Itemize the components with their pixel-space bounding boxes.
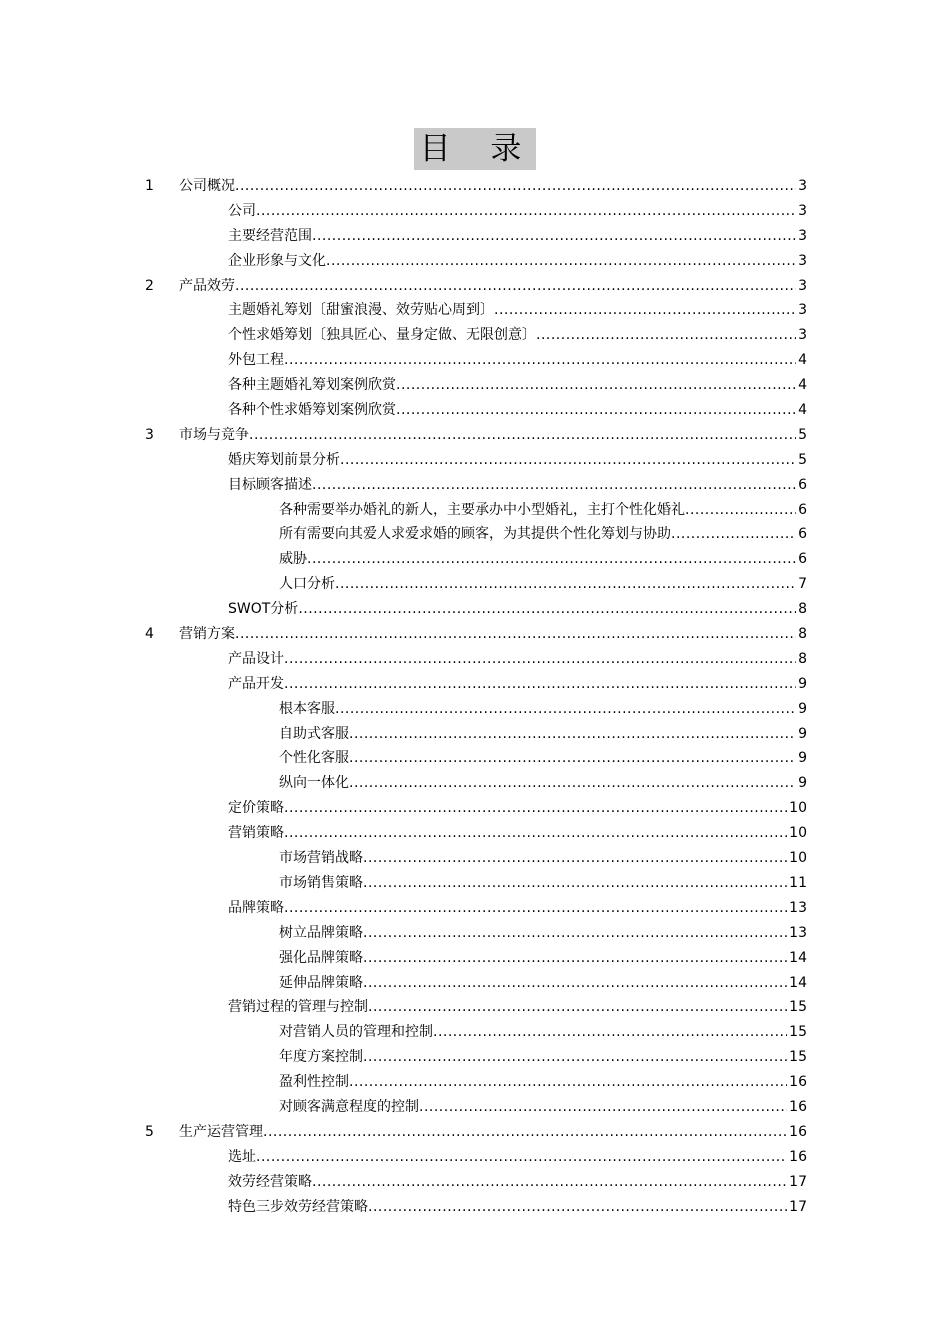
toc-entry-title: 对营销人员的管理和控制 bbox=[279, 1024, 433, 1041]
toc-entry[interactable] bbox=[0, 1070, 950, 1095]
toc-page-number: 6 bbox=[798, 526, 807, 543]
toc-page-number: 9 bbox=[798, 750, 807, 767]
toc-entry-title: 各种主题婚礼筹划案例欣赏 bbox=[228, 377, 396, 394]
toc-entry-line bbox=[179, 622, 807, 647]
toc-entry-title: 个性求婚筹划〔独具匠心、量身定做、无限创意〕 bbox=[228, 327, 536, 344]
toc-entry-line bbox=[279, 522, 807, 547]
toc-entry-line bbox=[228, 896, 807, 921]
toc-entry-title: 年度方案控制 bbox=[279, 1049, 363, 1066]
toc-entry[interactable] bbox=[0, 597, 950, 622]
toc-entry[interactable] bbox=[0, 946, 950, 971]
toc-page-number: 9 bbox=[798, 725, 807, 742]
toc-entry-line bbox=[279, 921, 807, 946]
toc-entry-title: 人口分析 bbox=[279, 576, 335, 593]
toc-entry-title: 盈利性控制 bbox=[279, 1074, 349, 1091]
toc-entry[interactable] bbox=[0, 821, 950, 846]
toc-entry[interactable] bbox=[0, 373, 950, 398]
toc-page-number: 8 bbox=[798, 601, 807, 618]
toc-leader-dots bbox=[340, 448, 796, 473]
toc-entry[interactable] bbox=[0, 647, 950, 672]
toc-leader-dots bbox=[256, 1145, 787, 1170]
toc-leader-dots bbox=[368, 1195, 787, 1220]
toc-entry-title: 各种需要举办婚礼的新人，主要承办中小型婚礼，主打个性化婚礼 bbox=[279, 501, 685, 518]
toc-page-number: 5 bbox=[798, 426, 807, 443]
toc-section-number: 1 bbox=[145, 178, 154, 194]
toc-entry-line bbox=[228, 323, 807, 348]
toc-entry-title: 效劳经营策略 bbox=[228, 1173, 312, 1190]
toc-section-number: 4 bbox=[145, 626, 154, 643]
toc-entry-line bbox=[228, 647, 807, 672]
toc-leader-dots bbox=[235, 622, 796, 647]
toc-leader-dots bbox=[284, 672, 796, 697]
toc-entry[interactable] bbox=[0, 473, 950, 498]
toc-leader-dots bbox=[312, 224, 796, 249]
toc-section-number: 2 bbox=[145, 277, 154, 294]
table-of-contents bbox=[0, 174, 950, 1219]
toc-entry-title: 主要经营范围 bbox=[228, 227, 312, 244]
toc-entry-line bbox=[228, 348, 807, 373]
toc-entry-line bbox=[279, 722, 807, 747]
toc-entry-title: 市场与竞争 bbox=[179, 426, 249, 443]
toc-entry-line bbox=[228, 224, 807, 249]
toc-page-number: 3 bbox=[798, 178, 807, 194]
toc-leader-dots bbox=[284, 796, 787, 821]
toc-entry-line bbox=[228, 298, 807, 323]
toc-entry-title: 营销过程的管理与控制 bbox=[228, 999, 368, 1016]
toc-entry-title: 自助式客服 bbox=[279, 725, 349, 742]
toc-leader-dots bbox=[312, 473, 796, 498]
toc-entry[interactable] bbox=[0, 274, 950, 299]
toc-entry-title: 所有需要向其爱人求爱求婚的顾客，为其提供个性化筹划与协助 bbox=[279, 526, 671, 543]
toc-page-number: 8 bbox=[798, 650, 807, 667]
toc-entry-title: 各种个性求婚筹划案例欣赏 bbox=[228, 402, 396, 419]
toc-page-number: 10 bbox=[789, 825, 807, 842]
toc-entry-line bbox=[228, 796, 807, 821]
toc-entry-line bbox=[228, 821, 807, 846]
toc-leader-dots bbox=[396, 373, 796, 398]
toc-page-number: 6 bbox=[798, 501, 807, 518]
toc-entry-title: 公司概况 bbox=[179, 178, 235, 194]
toc-page-number: 17 bbox=[789, 1198, 807, 1215]
toc-page-number: 9 bbox=[798, 700, 807, 717]
toc-page-number: 5 bbox=[798, 451, 807, 468]
toc-entry-title: 营销策略 bbox=[228, 825, 284, 842]
toc-leader-dots bbox=[349, 746, 796, 771]
toc-leader-dots bbox=[363, 971, 787, 996]
toc-page-number: 3 bbox=[798, 302, 807, 319]
toc-page-number: 15 bbox=[789, 999, 807, 1016]
toc-page-number: 11 bbox=[789, 874, 807, 891]
toc-leader-dots bbox=[363, 921, 787, 946]
toc-entry[interactable] bbox=[0, 796, 950, 821]
toc-entry[interactable] bbox=[0, 398, 950, 423]
toc-entry[interactable] bbox=[0, 1145, 950, 1170]
toc-entry-line bbox=[279, 572, 807, 597]
toc-page-number: 15 bbox=[789, 1024, 807, 1041]
toc-leader-dots bbox=[419, 1095, 787, 1120]
toc-entry-line bbox=[279, 846, 807, 871]
toc-leader-dots bbox=[363, 846, 787, 871]
toc-page-number: 16 bbox=[789, 1074, 807, 1091]
toc-entry-title: 市场销售策略 bbox=[279, 874, 363, 891]
toc-leader-dots bbox=[433, 1020, 787, 1045]
toc-page-number: 4 bbox=[798, 352, 807, 369]
toc-leader-dots bbox=[536, 323, 796, 348]
toc-entry-line bbox=[179, 423, 807, 448]
toc-entry[interactable] bbox=[0, 522, 950, 547]
toc-entry[interactable] bbox=[0, 697, 950, 722]
toc-page-number: 13 bbox=[789, 899, 807, 916]
toc-leader-dots bbox=[326, 249, 796, 274]
toc-entry[interactable] bbox=[0, 1045, 950, 1070]
toc-leader-dots bbox=[671, 522, 796, 547]
toc-entry[interactable] bbox=[0, 1095, 950, 1120]
toc-entry-title: 纵向一体化 bbox=[279, 775, 349, 792]
toc-section-number: 3 bbox=[145, 426, 154, 443]
toc-entry-line bbox=[279, 1095, 807, 1120]
toc-entry-title: 生产运营管理 bbox=[179, 1123, 263, 1140]
toc-entry-title: 品牌策略 bbox=[228, 899, 284, 916]
toc-entry[interactable] bbox=[0, 1195, 950, 1220]
toc-entry[interactable] bbox=[0, 995, 950, 1020]
toc-entry-line bbox=[228, 1195, 807, 1220]
toc-entry-line bbox=[228, 1170, 807, 1195]
toc-leader-dots bbox=[349, 722, 796, 747]
toc-entry-line bbox=[279, 746, 807, 771]
toc-entry-line bbox=[279, 498, 807, 523]
toc-entry-line bbox=[179, 1120, 807, 1145]
toc-page-number: 16 bbox=[789, 1123, 807, 1140]
toc-entry[interactable] bbox=[0, 672, 950, 697]
toc-entry-line bbox=[279, 871, 807, 896]
toc-entry-line bbox=[279, 946, 807, 971]
toc-page-number: 9 bbox=[798, 775, 807, 792]
toc-leader-dots bbox=[298, 597, 796, 622]
toc-leader-dots bbox=[335, 572, 796, 597]
toc-entry-title: 选址 bbox=[228, 1148, 256, 1165]
toc-entry-title: 根本客服 bbox=[279, 700, 335, 717]
toc-entry-line bbox=[228, 672, 807, 697]
toc-title-text: 目 录 bbox=[414, 128, 537, 170]
toc-entry-title: 个性化客服 bbox=[279, 750, 349, 767]
toc-entry[interactable] bbox=[0, 348, 950, 373]
toc-entry[interactable] bbox=[0, 498, 950, 523]
toc-leader-dots bbox=[363, 871, 787, 896]
toc-entry[interactable] bbox=[0, 1170, 950, 1195]
toc-entry-line bbox=[228, 448, 807, 473]
toc-leader-dots bbox=[263, 1120, 787, 1145]
toc-entry-line bbox=[279, 771, 807, 796]
toc-entry-title: 对顾客满意程度的控制 bbox=[279, 1098, 419, 1115]
toc-page-number: 10 bbox=[789, 850, 807, 867]
toc-leader-dots bbox=[307, 547, 796, 572]
toc-leader-dots bbox=[685, 498, 796, 523]
toc-page-number: 4 bbox=[798, 402, 807, 419]
toc-leader-dots bbox=[235, 174, 796, 199]
toc-entry[interactable] bbox=[0, 722, 950, 747]
toc-entry-title: 主题婚礼筹划〔甜蜜浪漫、效劳贴心周到〕 bbox=[228, 302, 494, 319]
toc-entry[interactable] bbox=[0, 224, 950, 249]
toc-entry[interactable] bbox=[0, 971, 950, 996]
toc-entry-line bbox=[228, 473, 807, 498]
toc-page-number: 14 bbox=[789, 949, 807, 966]
toc-page-number: 3 bbox=[798, 202, 807, 219]
toc-entry-title: 营销方案 bbox=[179, 626, 235, 643]
toc-leader-dots bbox=[494, 298, 796, 323]
toc-entry-title: 产品效劳 bbox=[179, 277, 235, 294]
toc-entry[interactable] bbox=[0, 622, 950, 647]
toc-leader-dots bbox=[256, 199, 796, 224]
toc-leader-dots bbox=[349, 1070, 787, 1095]
toc-entry-line bbox=[279, 1020, 807, 1045]
toc-entry-line bbox=[228, 199, 807, 224]
toc-page-number: 14 bbox=[789, 974, 807, 991]
toc-entry-title: 延伸品牌策略 bbox=[279, 974, 363, 991]
toc-leader-dots bbox=[335, 697, 796, 722]
toc-leader-dots bbox=[396, 398, 796, 423]
toc-entry-title: 特色三步效劳经营策略 bbox=[228, 1198, 368, 1215]
toc-entry-line bbox=[279, 697, 807, 722]
toc-entry[interactable] bbox=[0, 572, 950, 597]
toc-entry-line bbox=[228, 249, 807, 274]
toc-page-number: 3 bbox=[798, 327, 807, 344]
toc-entry-line bbox=[228, 398, 807, 423]
toc-page-number: 4 bbox=[798, 377, 807, 394]
toc-leader-dots bbox=[312, 1170, 787, 1195]
toc-entry-title: 强化品牌策略 bbox=[279, 949, 363, 966]
toc-entry[interactable] bbox=[0, 1120, 950, 1145]
toc-page-number: 7 bbox=[798, 576, 807, 593]
toc-entry-title: 定价策略 bbox=[228, 800, 284, 817]
toc-page-number: 6 bbox=[798, 476, 807, 493]
toc-page-number: 10 bbox=[789, 800, 807, 817]
toc-entry-line bbox=[279, 971, 807, 996]
toc-entry-title: 外包工程 bbox=[228, 352, 284, 369]
toc-entry-title: SWOT分析 bbox=[228, 601, 299, 618]
toc-section-number: 5 bbox=[145, 1123, 154, 1140]
toc-entry-title: 企业形象与文化 bbox=[228, 252, 326, 269]
toc-page-number: 3 bbox=[798, 227, 807, 244]
toc-leader-dots bbox=[284, 647, 796, 672]
toc-entry-title: 产品开发 bbox=[228, 675, 284, 692]
toc-leader-dots bbox=[363, 946, 787, 971]
toc-entry-title: 公司 bbox=[228, 202, 256, 219]
toc-leader-dots bbox=[249, 423, 796, 448]
toc-leader-dots bbox=[349, 771, 796, 796]
toc-entry-title: 市场营销战略 bbox=[279, 850, 363, 867]
toc-entry[interactable] bbox=[0, 547, 950, 572]
toc-page-number: 3 bbox=[798, 252, 807, 269]
toc-entry-title: 威胁 bbox=[279, 551, 307, 568]
toc-entry-title: 目标顾客描述 bbox=[228, 476, 312, 493]
toc-entry[interactable] bbox=[0, 298, 950, 323]
toc-entry[interactable] bbox=[0, 921, 950, 946]
toc-entry-line bbox=[279, 547, 807, 572]
toc-entry[interactable] bbox=[0, 323, 950, 348]
toc-leader-dots bbox=[284, 896, 787, 921]
toc-entry[interactable] bbox=[0, 174, 950, 199]
toc-entry-title: 婚庆筹划前景分析 bbox=[228, 451, 340, 468]
toc-entry-title: 树立品牌策略 bbox=[279, 924, 363, 941]
toc-entry-line bbox=[228, 597, 807, 622]
toc-entry[interactable] bbox=[0, 423, 950, 448]
toc-entry-line bbox=[228, 373, 807, 398]
toc-entry[interactable] bbox=[0, 871, 950, 896]
toc-leader-dots bbox=[284, 821, 787, 846]
toc-entry[interactable] bbox=[0, 1020, 950, 1045]
toc-title bbox=[0, 128, 950, 172]
toc-page-number: 15 bbox=[789, 1049, 807, 1066]
toc-page-number: 16 bbox=[789, 1148, 807, 1165]
toc-entry[interactable] bbox=[0, 199, 950, 224]
toc-page-number: 6 bbox=[798, 551, 807, 568]
toc-entry[interactable] bbox=[0, 746, 950, 771]
toc-leader-dots bbox=[284, 348, 796, 373]
toc-entry-line bbox=[179, 274, 807, 299]
toc-entry-line bbox=[228, 995, 807, 1020]
toc-entry-line bbox=[279, 1070, 807, 1095]
toc-entry[interactable] bbox=[0, 846, 950, 871]
toc-entry-line bbox=[179, 174, 807, 199]
toc-entry-line bbox=[228, 1145, 807, 1170]
toc-leader-dots bbox=[235, 274, 796, 299]
toc-page-number: 16 bbox=[789, 1098, 807, 1115]
toc-page-number: 3 bbox=[798, 277, 807, 294]
toc-entry-title: 产品设计 bbox=[228, 650, 284, 667]
toc-entry[interactable] bbox=[0, 771, 950, 796]
toc-entry[interactable] bbox=[0, 448, 950, 473]
toc-page-number: 17 bbox=[789, 1173, 807, 1190]
toc-leader-dots bbox=[363, 1045, 787, 1070]
toc-page-number: 9 bbox=[798, 675, 807, 692]
toc-leader-dots bbox=[368, 995, 787, 1020]
toc-entry[interactable] bbox=[0, 249, 950, 274]
toc-entry[interactable] bbox=[0, 896, 950, 921]
toc-page-number: 8 bbox=[798, 626, 807, 643]
toc-page-number: 13 bbox=[789, 924, 807, 941]
toc-entry-line bbox=[279, 1045, 807, 1070]
